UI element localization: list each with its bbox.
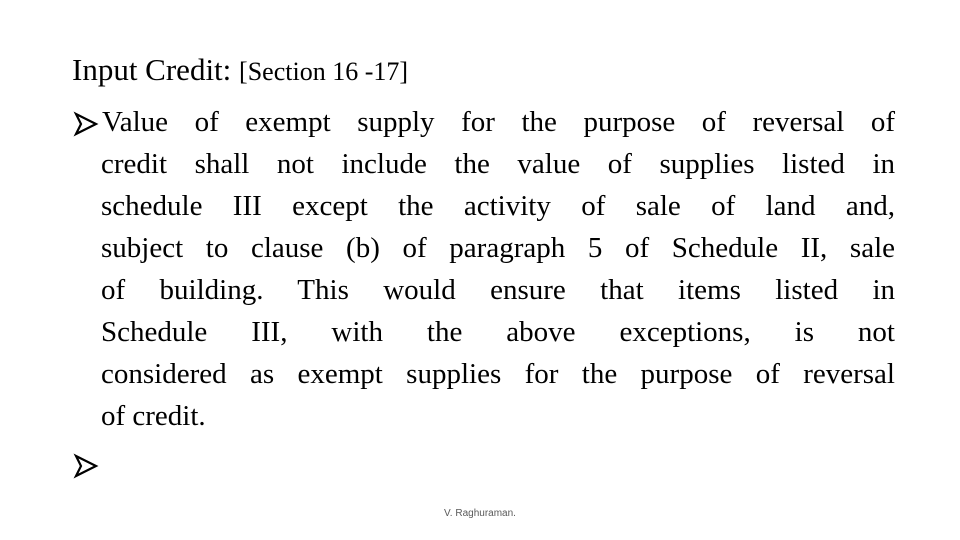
paragraph-line: schedule III except the activity of sale of land and, bbox=[101, 190, 895, 222]
slide-title bbox=[72, 50, 408, 92]
paragraph-line: subject to clause (b) of paragraph 5 of Schedule II, sale bbox=[101, 232, 895, 264]
paragraph-line: of building. This would ensure that items listed in bbox=[101, 274, 895, 306]
slide-footer: V. Raghuraman. bbox=[444, 508, 516, 519]
arrow-bullet-icon bbox=[72, 453, 102, 479]
bullet-paragraph bbox=[101, 101, 895, 437]
paragraph-line: considered as exempt supplies for the purpose of reversal bbox=[101, 358, 895, 390]
arrow-bullet-icon bbox=[72, 111, 102, 137]
bullet-arrow bbox=[72, 111, 102, 143]
paragraph-line: Schedule III, with the above exceptions, is not bbox=[101, 316, 895, 348]
bullet-arrow-empty bbox=[72, 453, 102, 485]
paragraph-line: Value of exempt supply for the purpose of reversal of bbox=[102, 106, 895, 138]
paragraph-line: of credit. bbox=[101, 400, 206, 432]
slide-title-section: [Section 16 -17] bbox=[239, 57, 409, 86]
slide-title-main: Input Credit: bbox=[72, 52, 240, 87]
paragraph-line: credit shall not include the value of supplies listed in bbox=[101, 148, 895, 180]
